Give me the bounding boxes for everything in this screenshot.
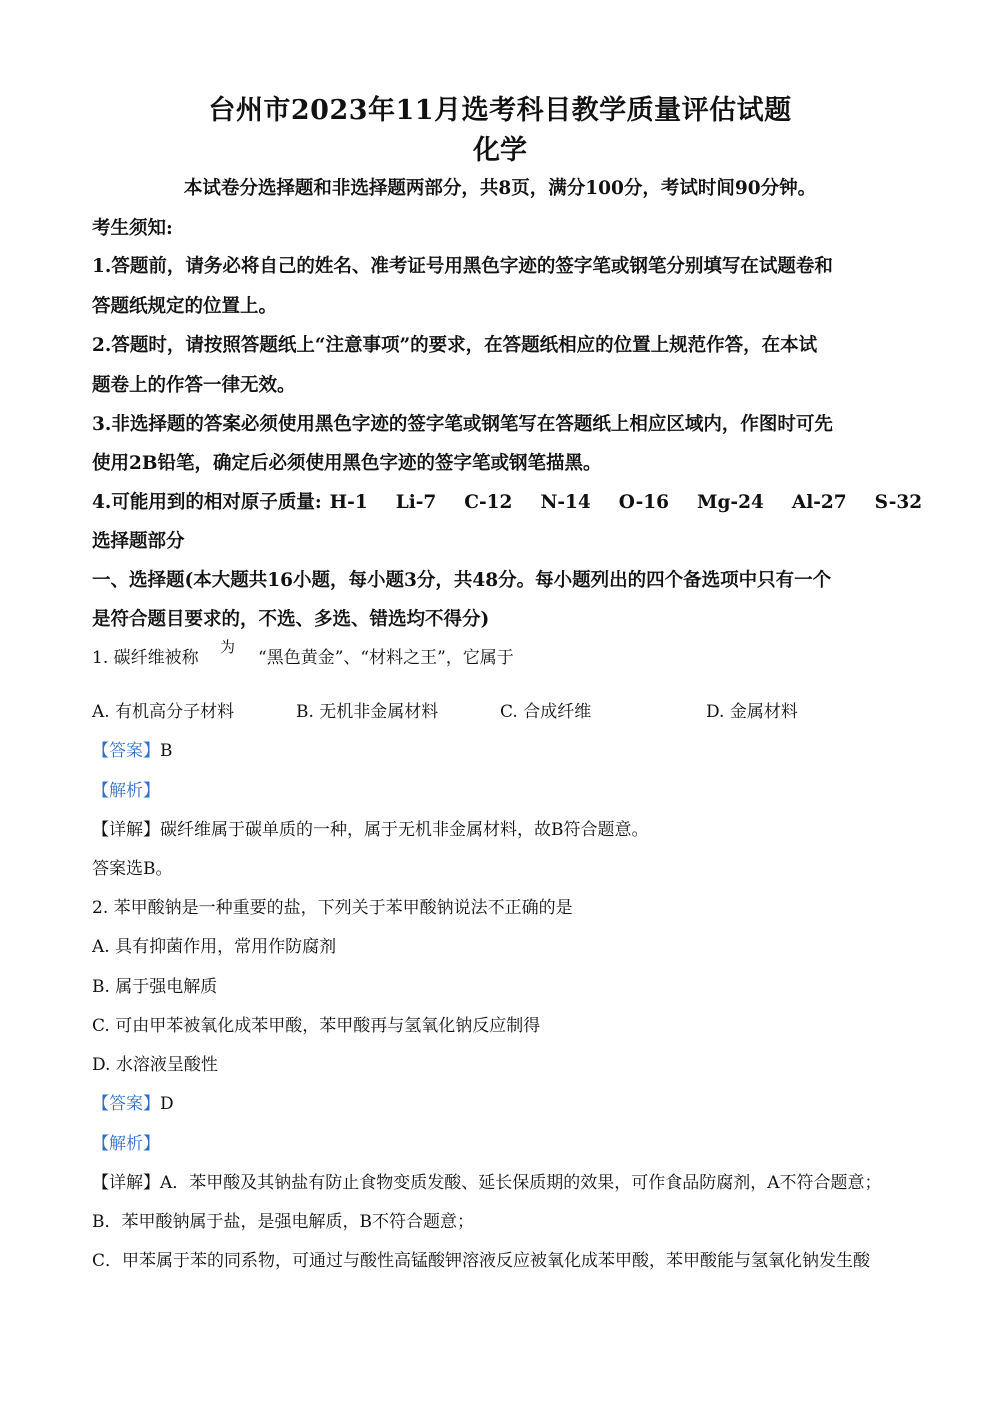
q1-answer-value: B [160, 741, 173, 761]
mass-li: Li-7 [395, 492, 437, 513]
q2-option-c: C. 可由甲苯被氧化成苯甲酸，苯甲酸再与氢氧化钠反应制得 [92, 1016, 541, 1036]
q2-detail-c: C．甲苯属于苯的同系物，可通过与酸性高锰酸钾溶液反应被氧化成苯甲酸，苯甲酸能与氢氧化钠发生酸 [92, 1251, 871, 1271]
q1-detail-tag: 【详解】 [92, 820, 160, 840]
q1-conclusion: 答案选B。 [92, 859, 173, 879]
q2-option-b: B. 属于强电解质 [92, 977, 218, 997]
q2-answer-value: D [160, 1094, 174, 1114]
q1-stem-a: 1. 碳纤维被称 [92, 648, 199, 668]
q2-analysis-tag: 【解析】 [92, 1134, 160, 1154]
section-part: 选择题部分 [92, 531, 185, 552]
notice-item-1b: 答题纸规定的位置上。 [92, 296, 278, 317]
mass-o: O-16 [618, 492, 669, 513]
notice-item-2a: 2.答题时，请按照答题纸上“注意事项”的要求，在答题纸相应的位置上规范作答，在本试 [92, 335, 818, 356]
q1-option-d: D. 金属材料 [706, 702, 798, 722]
atomic-mass-label: 4.可能用到的相对原子质量: [92, 492, 322, 513]
mass-c: C-12 [464, 492, 513, 513]
mass-al: Al-27 [791, 492, 847, 513]
section-heading-2: 是符合题目要求的，不选、多选、错选均不得分) [92, 609, 490, 630]
notice-item-3a: 3.非选择题的答案必须使用黑色字迹的签字笔或钢笔写在答题纸上相应区域内，作图时可先 [92, 414, 833, 435]
q1-option-c: C. 合成纤维 [500, 702, 592, 722]
q2-detail-b: B．苯甲酸钠属于盐，是强电解质，B不符合题意； [92, 1212, 474, 1232]
q1-answer-tag: 【答案】 [92, 741, 160, 761]
q1-option-b: B. 无机非金属材料 [296, 702, 439, 722]
q2-detail-tag: 【详解】 [92, 1173, 160, 1193]
mass-h: H-1 [329, 492, 368, 513]
notice-item-3b: 使用2B铅笔，确定后必须使用黑色字迹的签字笔或钢笔描黑。 [92, 453, 602, 474]
q2-answer-tag: 【答案】 [92, 1094, 160, 1114]
notice-heading: 考生须知: [92, 218, 173, 239]
q2-option-a: A. 具有抑菌作用，常用作防腐剂 [92, 937, 337, 957]
q2-detail-a-text: A．苯甲酸及其钠盐有防止食物变质发酸、延长保质期的效果，可作食品防腐剂，A不符合题意； [160, 1173, 882, 1193]
notice-item-2b: 题卷上的作答一律无效。 [92, 375, 296, 396]
notice-item-1a: 1.答题前，请务必将自己的姓名、准考证号用黑色字迹的签字笔或钢笔分别填写在试题卷和 [92, 256, 833, 277]
q2-analysis [92, 1129, 160, 1154]
mass-s: S-32 [874, 492, 923, 513]
atomic-mass-line [92, 488, 950, 514]
mass-mg: Mg-24 [697, 492, 764, 513]
q1-detail [92, 815, 649, 840]
q2-detail-a [92, 1168, 882, 1193]
q2-stem: 2. 苯甲酸钠是一种重要的盐，下列关于苯甲酸钠说法不正确的是 [92, 898, 573, 918]
q2-option-d: D. 水溶液呈酸性 [92, 1055, 218, 1075]
exam-intro: 本试卷分选择题和非选择题两部分，共8页，满分100分，考试时间90分钟。 [183, 178, 817, 199]
section-heading-1: 一、选择题(本大题共16小题，每小题3分，共48分。每小题列出的四个备选项中只有一个 [92, 570, 832, 591]
q2-answer [92, 1089, 174, 1114]
q1-stem-b: “黑色黄金”、“材料之王”，它属于 [258, 648, 514, 668]
q1-stem-wei: 为 [220, 638, 236, 656]
q1-detail-text: 碳纤维属于碳单质的一种，属于无机非金属材料，故B符合题意。 [160, 820, 649, 840]
exam-title: 台州市2023年11月选考科目教学质量评估试题 [208, 95, 792, 126]
mass-n: N-14 [540, 492, 591, 513]
q1-analysis [92, 776, 160, 801]
q1-answer [92, 736, 173, 761]
q1-analysis-tag: 【解析】 [92, 781, 160, 801]
exam-subject: 化学 [473, 135, 527, 166]
q1-option-a: A. 有机高分子材料 [92, 702, 235, 722]
